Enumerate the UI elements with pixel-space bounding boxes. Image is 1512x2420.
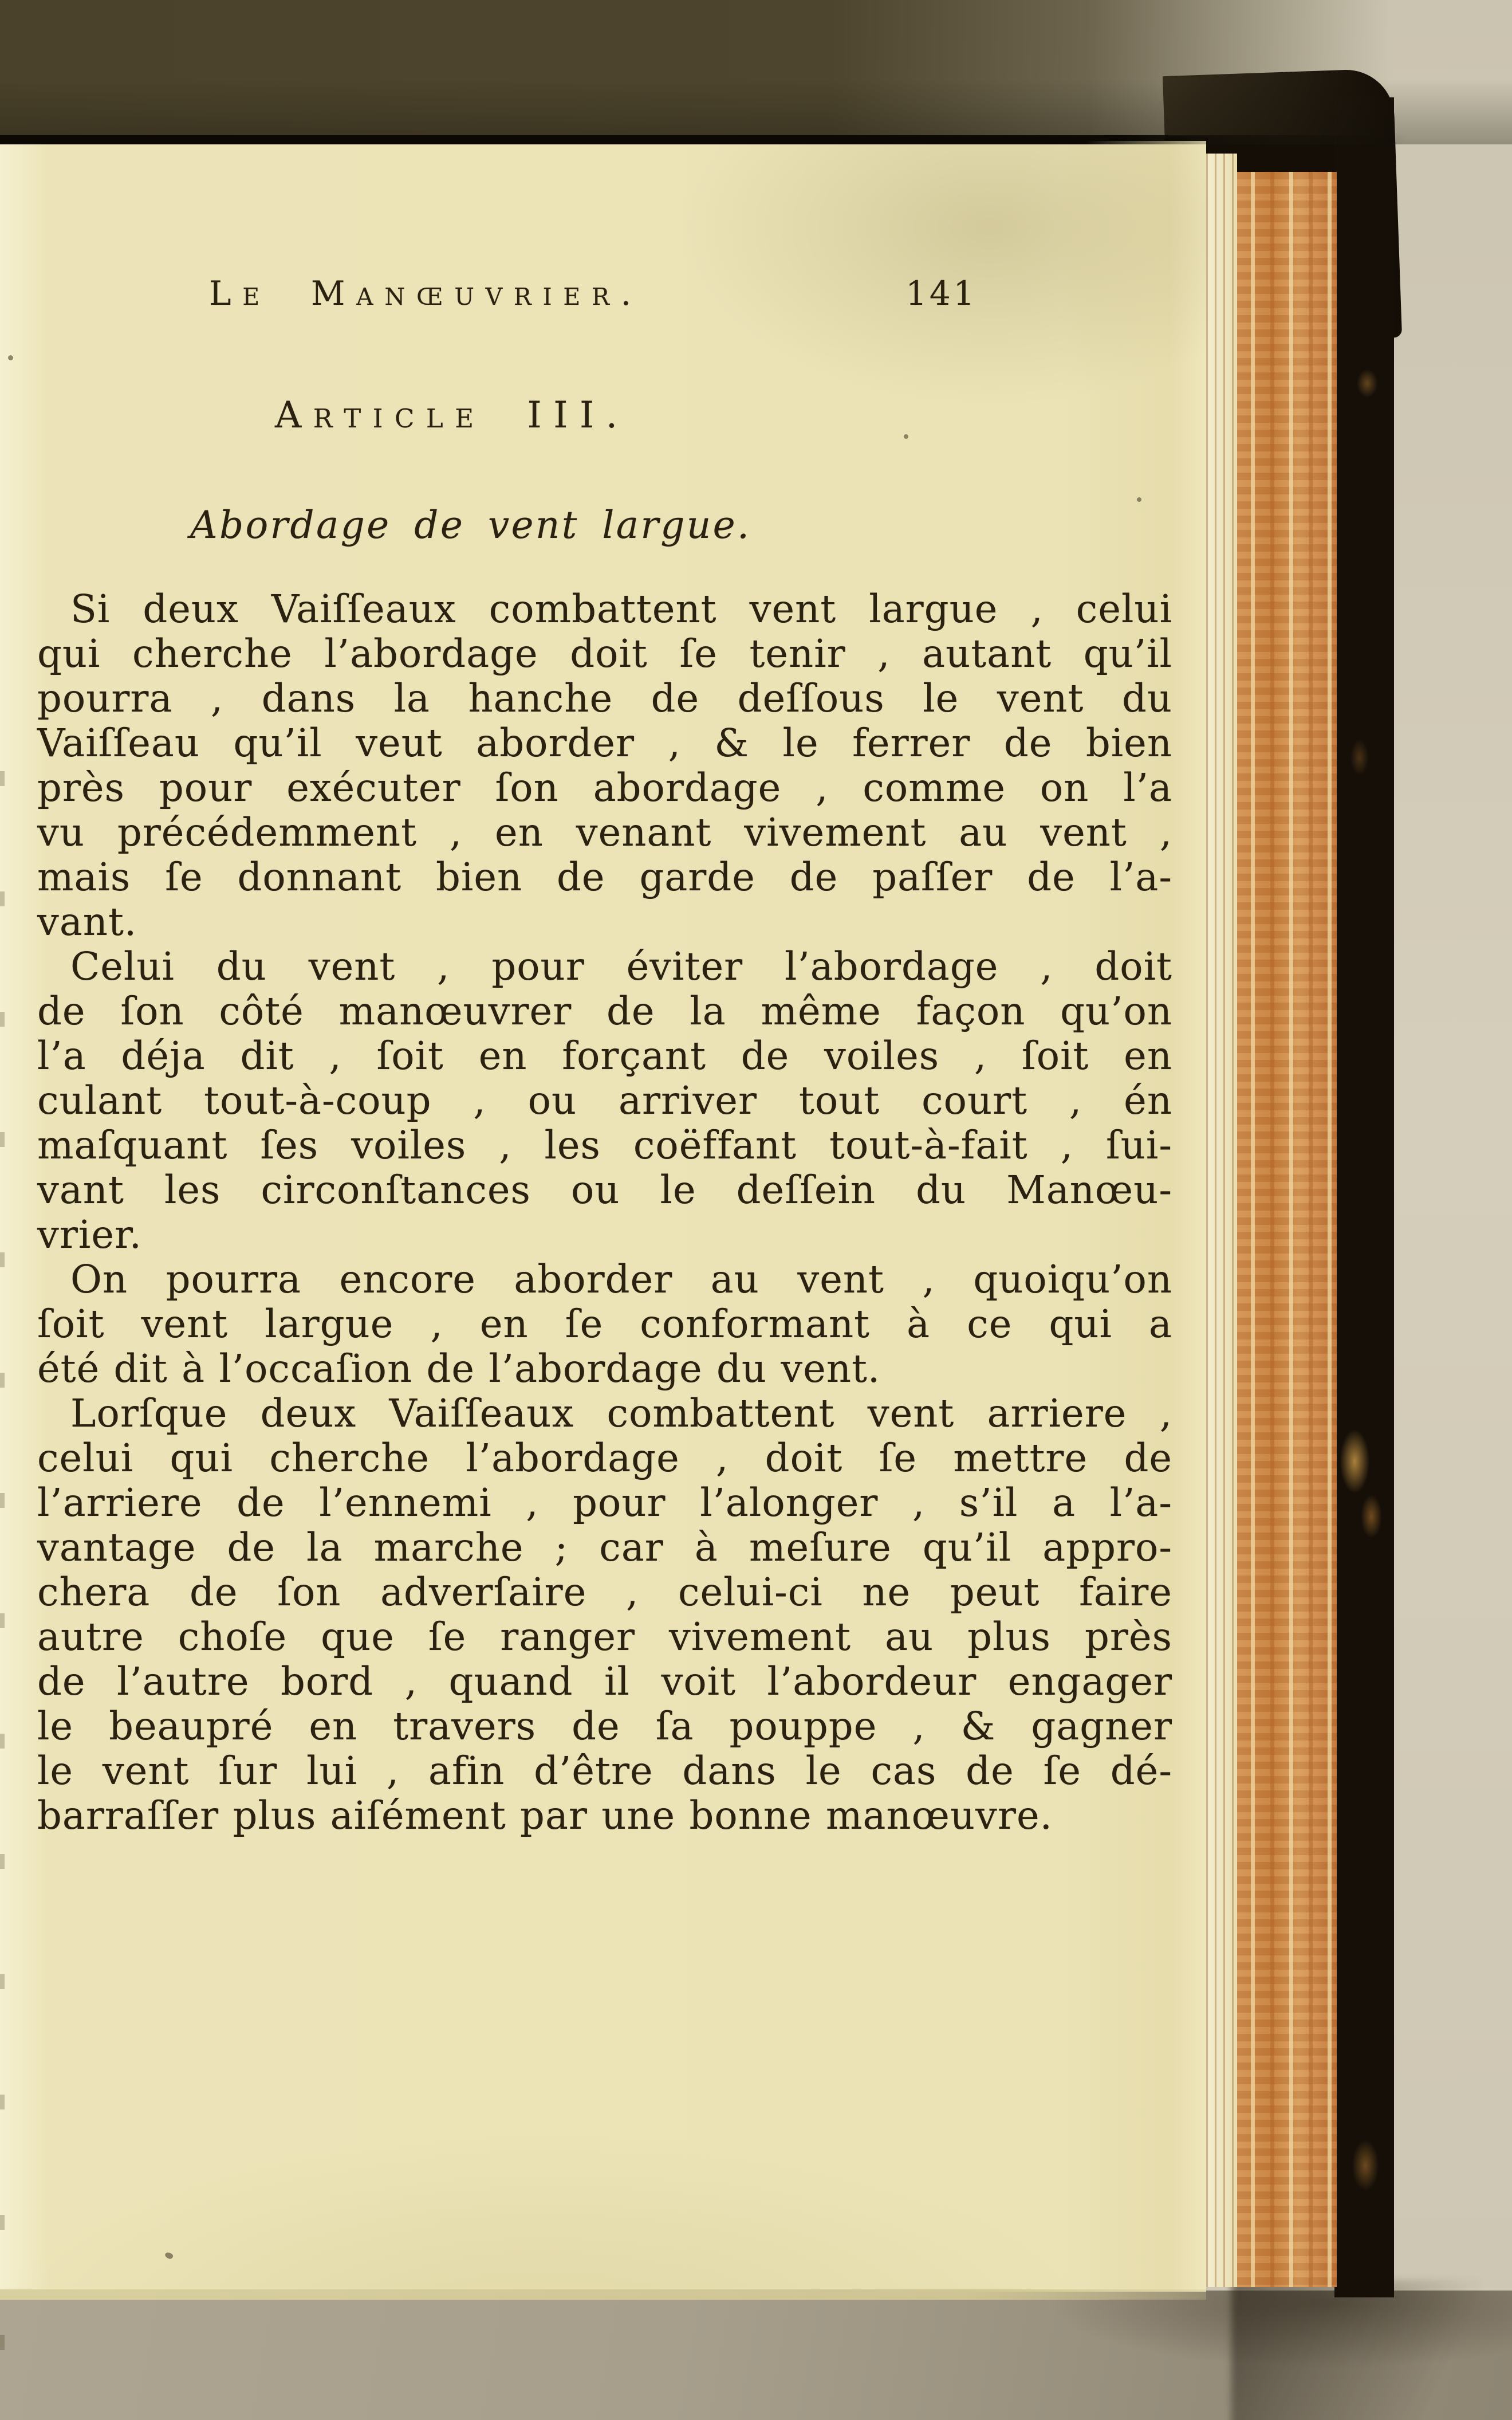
page-bottom-edge: [0, 2289, 1206, 2300]
text-line: l’arriere de l’ennemi , pour l’alonger , s’il a l’a-: [37, 1480, 1172, 1525]
ink-speck: [8, 355, 13, 360]
text-line: près pour exécuter ſon abordage , comme on l’a: [37, 765, 1172, 810]
text-line: maſquant ſes voiles , les coëffant tout-à-fait , ſui-: [37, 1123, 1172, 1168]
page-edge-marks: [0, 771, 5, 2375]
running-head: [37, 274, 1172, 313]
text-line: mais ſe donnant bien de garde de paſſer de l’a-: [37, 855, 1172, 899]
text-line: culant tout-à-coup , ou arriver tout court , én: [37, 1078, 1172, 1123]
paragraph: [37, 587, 1172, 944]
paragraph: [37, 1257, 1172, 1391]
text-line: celui qui cherche l’abordage , doit ſe mettre de: [37, 1436, 1172, 1480]
top-shadow-band: [0, 0, 1512, 144]
text-line: barraſſer plus aiſément par une bonne manœuvre.: [37, 1793, 1053, 1838]
text-line: pourra , dans la hanche de deſſous le vent du: [37, 676, 1172, 721]
ink-speck: [1137, 497, 1141, 502]
body-text: [37, 587, 1172, 1838]
text-line: Celui du vent , pour éviter l’abordage , doit: [70, 944, 1172, 989]
text-line: été dit à l’occaſion de l’abordage du vent.: [37, 1346, 881, 1391]
book-cast-shadow: [1231, 2280, 1501, 2420]
text-line: chera de ſon adverſaire , celui-ci ne peut faire: [37, 1570, 1172, 1614]
text-line: Vaiſſeau qu’il veut aborder , & le ferrer de bien: [37, 721, 1172, 765]
text-line: vantage de la marche ; car à meſure qu’il appro-: [37, 1525, 1172, 1570]
text-line: autre choſe que ſe ranger vivement au plus près: [37, 1614, 1172, 1659]
text-line: vant.: [37, 899, 137, 944]
page-number: 141: [905, 274, 977, 313]
paragraph: [37, 944, 1172, 1257]
text-line: vant les circonſtances ou le deſſein du Manœu-: [37, 1168, 1172, 1212]
ink-speck: [904, 434, 908, 439]
text-line: l’a déja dit , ſoit en forçant de voiles , ſoit en: [37, 1034, 1172, 1078]
text-line: Si deux Vaiſſeaux combattent vent largue , celui: [70, 587, 1172, 631]
text-line: de l’autre bord , quand il voit l’abordeur engager: [37, 1659, 1172, 1704]
text-line: Lorſque deux Vaiſſeaux combattent vent arriere ,: [70, 1391, 1172, 1436]
text-line: vu précédemment , en venant vivement au vent ,: [37, 810, 1172, 855]
page-top-edge: [0, 136, 1206, 144]
text-line: On pourra encore aborder au vent , quoiqu’on: [70, 1257, 1172, 1302]
text-line: ſoit vent largue , en ſe conformant à ce qui a: [37, 1302, 1172, 1346]
ink-speck: [164, 2251, 174, 2260]
book-page: [0, 141, 1206, 2292]
text-line: qui cherche l’abordage doit ſe tenir , autant qu’il: [37, 631, 1172, 676]
paragraph: [37, 1391, 1172, 1838]
text-line: de ſon côté manœuvrer de la même façon qu’on: [37, 989, 1172, 1034]
article-heading: Article III.: [275, 394, 629, 437]
running-title: Le Manœuvrier.: [209, 274, 643, 313]
article-subtitle: Abordage de vent largue.: [190, 503, 751, 547]
text-line: le vent ſur lui , afin d’être dans le cas de ſe dé-: [37, 1749, 1172, 1793]
book-fore-edge: [1236, 172, 1337, 2287]
text-line: le beaupré en travers de ſa pouppe , & gagner: [37, 1704, 1172, 1749]
text-line: vrier.: [37, 1212, 142, 1257]
page-edge-strip: [1205, 154, 1237, 2287]
book-binding: [1334, 97, 1394, 2297]
